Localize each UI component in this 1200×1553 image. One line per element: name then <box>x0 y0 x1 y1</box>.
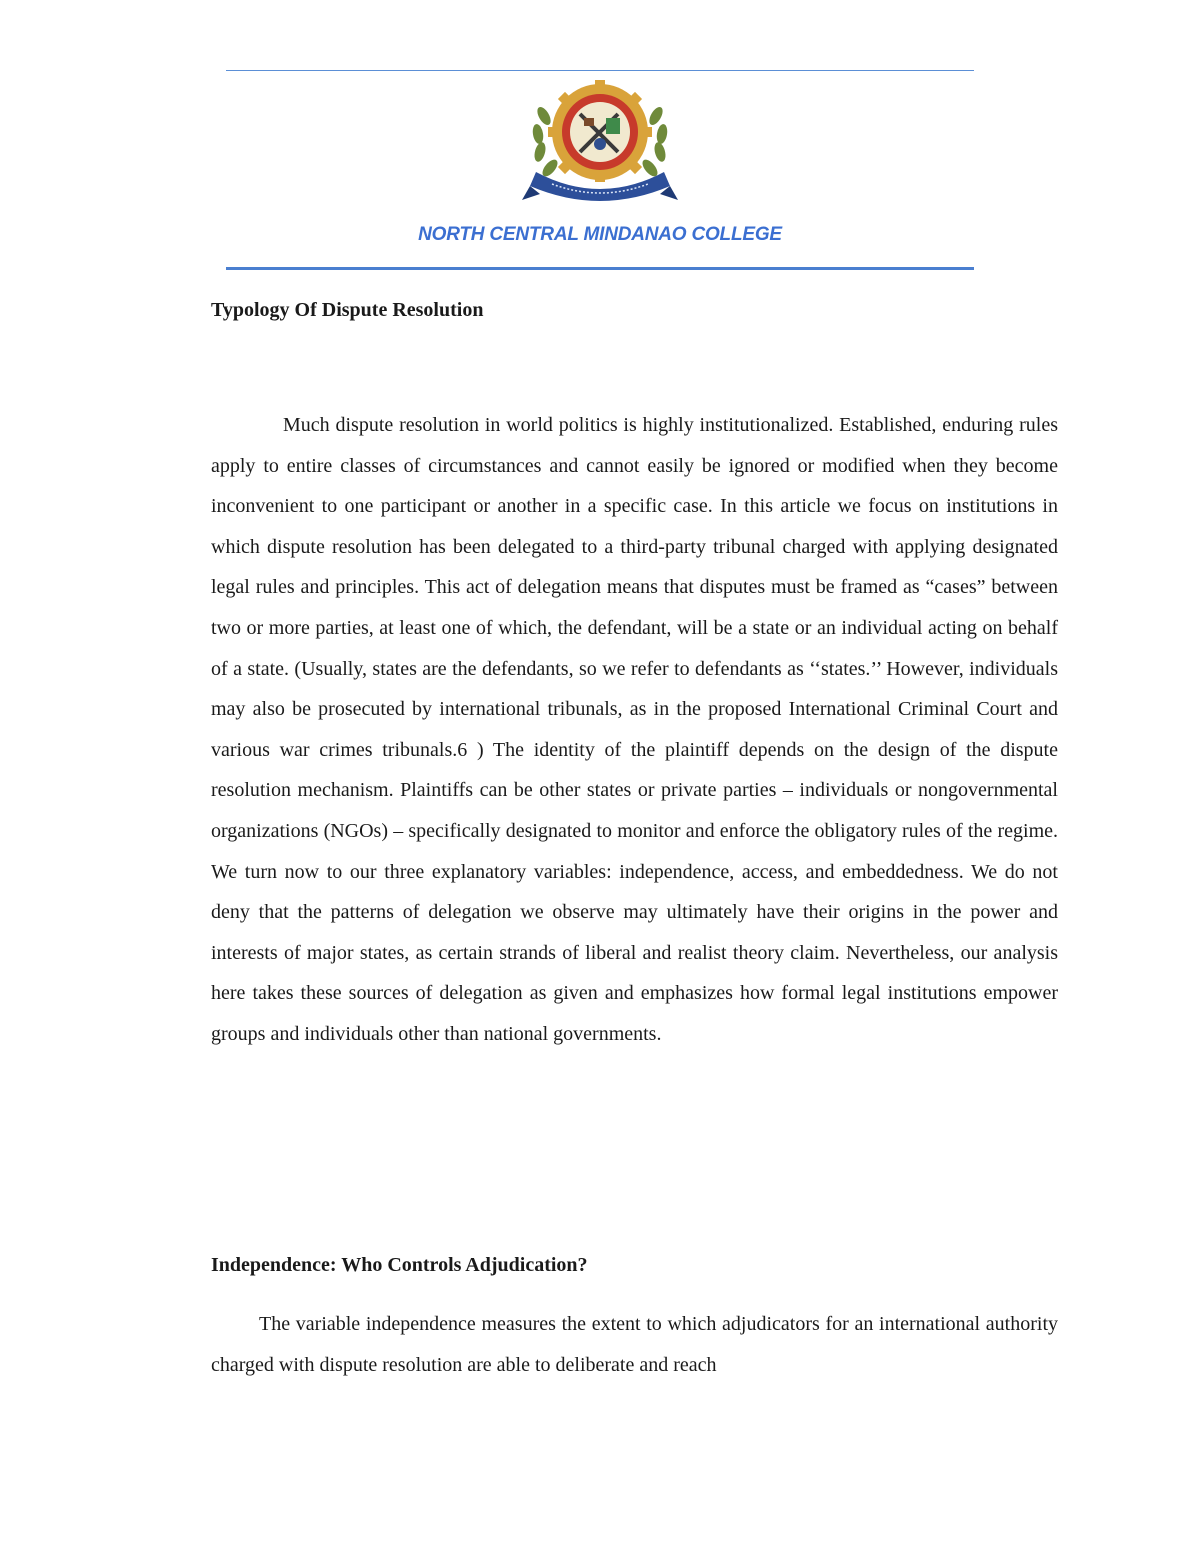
header-bottom-rule <box>226 267 974 270</box>
body-paragraph <box>211 405 1058 1055</box>
header-top-rule <box>226 70 974 71</box>
paragraph-text: The variable independence measures the extent to which adjudicators for an international authority charged with dispute resolution are able to deliberate and reach <box>211 1313 1058 1376</box>
body-paragraph <box>211 1304 1058 1385</box>
paragraph-text: Much dispute resolution in world politics is highly institutionalized. Established, enduring rules apply to entire classes of circumstances and cannot easily be ignored or modified when they become inconvenient to one participant or another in a specific case. In this article we focus on institutions in which dispute resolution has been delegated to a third-party tribunal charged with applying designated legal rules and principles. This act of delegation means that disputes must be framed as “cases” between two or more parties, at least one of which, the defendant, will be a state or an individual acting on behalf of a state. (Usually, states are the defendants, so we refer to defendants as ‘‘states.’’ However, individuals may also be prosecuted by international tribunals, as in the proposed International Criminal Court and various war crimes tribunals.6 ) The identity of the plaintiff depends on the design of the dispute resolution mechanism. Plaintiffs can be other states or private parties – individuals or nongovernmental organizations (NGOs) – specifically designated to monitor and enforce the obligatory rules of the regime. We turn now to our three explanatory variables: independence, access, and embeddedness. We do not deny that the patterns of delegation we observe may ultimately have their origins in the power and interests of major states, as certain strands of liberal and realist theory claim. Nevertheless, our analysis here takes these sources of delegation as given and emphasizes how formal legal institutions empower groups and individuals other than national governments. <box>211 414 1058 1045</box>
college-name: NORTH CENTRAL MINDANAO COLLEGE <box>418 224 782 245</box>
section-heading: Typology Of Dispute Resolution <box>211 299 484 321</box>
college-seal-icon <box>522 76 678 208</box>
section-heading: Independence: Who Controls Adjudication? <box>211 1254 588 1276</box>
